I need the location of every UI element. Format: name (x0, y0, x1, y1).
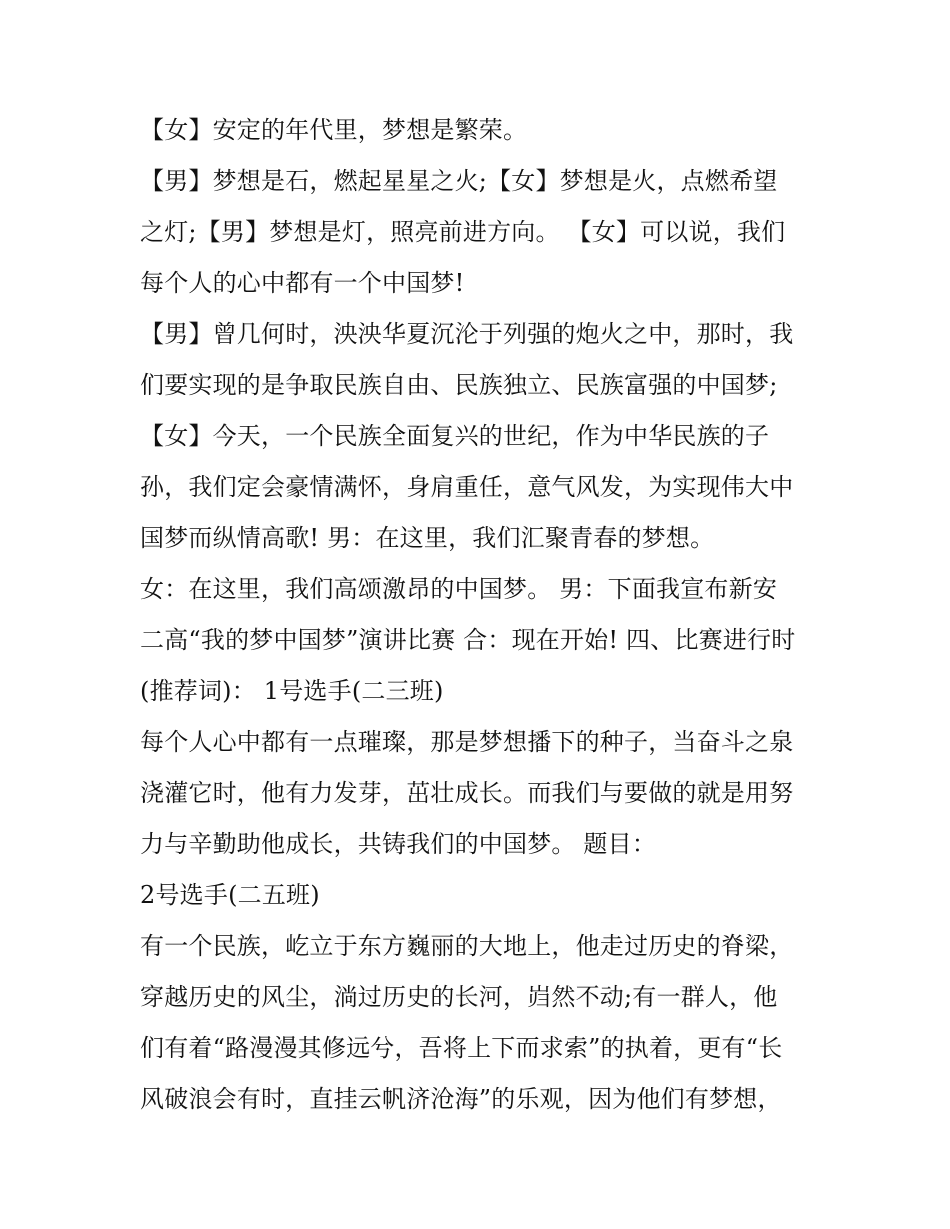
text-line: 国梦而纵情高歌! 男：在这里，我们汇聚青春的梦想。 (140, 524, 715, 552)
text-line: 们有着“路漫漫其修远兮，吾将上下而求索”的执着，更有“长 (140, 1034, 783, 1062)
text-line: 【男】曾几何时，泱泱华夏沉沦于列强的炮火之中，那时，我 (140, 320, 794, 348)
text-line: 【女】安定的年代里，梦想是繁荣。 (140, 116, 528, 144)
text-line: 孙，我们定会豪情满怀，身肩重任，意气风发，为实现伟大中 (140, 473, 794, 501)
text-line: 力与辛勤助他成长，共铸我们的中国梦。 题目： (140, 830, 657, 858)
text-line: 风破浪会有时，直挂云帆济沧海”的乐观，因为他们有梦想， (140, 1085, 782, 1113)
text-line: 【男】梦想是石，燃起星星之火;【女】梦想是火，点燃希望 (140, 167, 778, 195)
text-line: 【女】今天，一个民族全面复兴的世纪，作为中华民族的子 (140, 422, 770, 450)
text-line: 们要实现的是争取民族自由、民族独立、民族富强的中国梦; (140, 371, 778, 399)
text-line: 之灯;【男】梦想是灯，照亮前进方向。 【女】可以说，我们 (140, 218, 786, 246)
text-line: (推荐词)： 1号选手(二三班) (140, 677, 444, 705)
text-line: 女：在这里，我们高颂激昂的中国梦。 男：下面我宣布新安 (140, 575, 778, 603)
text-line: 有一个民族，屹立于东方巍丽的大地上，他走过历史的脊梁， (140, 932, 794, 960)
text-line: 穿越历史的风尘，淌过历史的长河，岿然不动;有一群人，他 (140, 983, 778, 1011)
text-line: 每个人的心中都有一个中国梦! (140, 269, 465, 297)
text-line: 二高“我的梦中国梦”演讲比赛 合：现在开始! 四、比赛进行时 (140, 626, 796, 654)
text-line: 浇灌它时，他有力发芽，茁壮成长。而我们与要做的就是用努 (140, 779, 794, 807)
text-line: 每个人心中都有一点璀璨，那是梦想播下的种子，当奋斗之泉 (140, 728, 794, 756)
body-text (140, 108, 830, 1128)
text-line: 2号选手(二五班) (140, 881, 320, 909)
